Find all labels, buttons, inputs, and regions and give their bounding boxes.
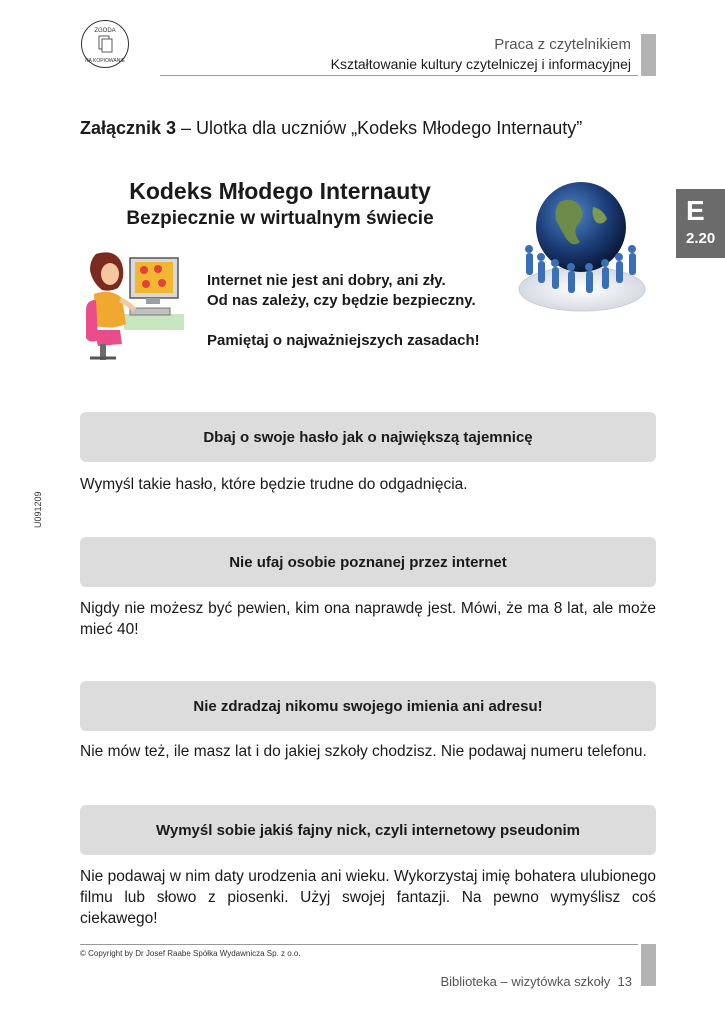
annex-heading <box>80 118 582 139</box>
stamp-bottom-text: NA KOPIOWANIE <box>84 58 126 64</box>
rule-text-1: Wymyśl takie hasło, które będzie trudne do odgadnięcia. <box>80 476 468 493</box>
document-code: U091209 <box>33 491 43 528</box>
header-subsection-title: Kształtowanie kultury czytelniczej i informacyjnej <box>330 56 631 72</box>
header-divider <box>160 75 638 76</box>
copy-permission-stamp <box>80 19 130 69</box>
footer-bar <box>641 944 656 986</box>
footer-divider <box>80 944 638 945</box>
rule-heading-2: Nie ufaj osobie poznanej przez internet <box>80 537 656 587</box>
section-letter: E <box>686 195 705 226</box>
intro-line-1: Internet nie jest ani dobry, ani zły. <box>207 272 446 289</box>
rule-heading-4: Wymyśl sobie jakiś fajny nick, czyli internetowy pseudonim <box>80 805 656 855</box>
intro-line-2: Od nas zależy, czy będzie bezpieczny. <box>207 292 476 309</box>
rule-text-3: Nie mów też, ile masz lat i do jakiej szkoły chodzisz. Nie podawaj numeru telefonu. <box>80 743 647 760</box>
leaflet-title: Kodeks Młodego Internauty <box>129 178 431 204</box>
header-bar <box>641 34 656 76</box>
page-number: 13 <box>617 974 632 989</box>
rule-heading-1: Dbaj o swoje hasło jak o największą tajemnicę <box>80 412 656 462</box>
section-number: 2.20 <box>686 230 716 247</box>
leaflet-subtitle: Bezpiecznie w wirtualnym świecie <box>126 208 434 229</box>
header-section-title: Praca z czytelnikiem <box>494 36 631 53</box>
globe-people-illustration <box>515 177 650 317</box>
rule-text-2: Nigdy nie możesz być pewien, kim ona naprawdę jest. Mówi, że ma 8 lat, ale może mieć 40! <box>80 600 656 638</box>
footer-publication-title: Biblioteka – wizytówka szkoły <box>440 974 611 989</box>
section-tab <box>676 189 725 258</box>
stamp-top-text: ZGODA <box>94 28 116 34</box>
annex-label: Załącznik 3 <box>80 118 177 138</box>
child-at-computer-illustration <box>80 250 188 362</box>
rule-text-4: Nie podawaj w nim daty urodzenia ani wieku. Wykorzystaj imię bohatera ulubionego filmu lub słowo z piosenki. Użyj swojej fantazji. Na pewno wymyślisz coś ciekawego! <box>80 868 656 927</box>
annex-description: – Ulotka dla uczniów „Kodeks Młodego Internauty” <box>176 118 583 138</box>
leaflet-intro <box>207 271 480 351</box>
footer-title <box>441 974 633 989</box>
rule-heading-3: Nie zdradzaj nikomu swojego imienia ani adresu! <box>80 681 656 731</box>
intro-line-3: Pamiętaj o najważniejszych zasadach! <box>207 332 480 349</box>
copyright-notice: © Copyright by Dr Josef Raabe Spółka Wydawnicza Sp. z o.o. <box>80 949 301 958</box>
